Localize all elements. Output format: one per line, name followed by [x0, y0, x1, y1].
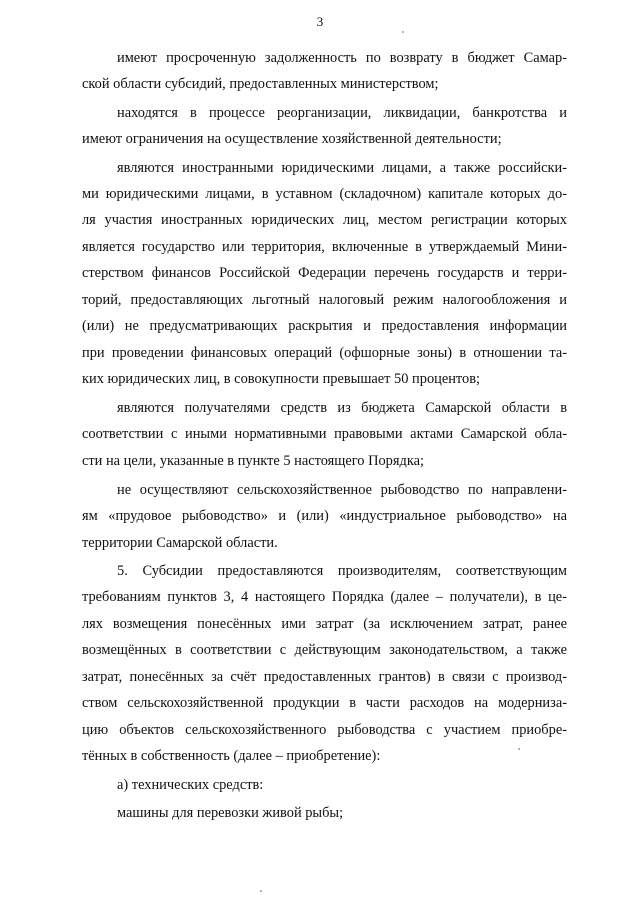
text-line: имеют ограничения на осуществление хозяйственной деятельности;: [82, 131, 502, 147]
text-line: не осуществляют сельскохозяйственное рыбоводство по направлени-: [117, 482, 567, 498]
text-line: находятся в процессе реорганизации, ликвидации, банкротства и: [117, 105, 567, 121]
text-line: цию объектов сельскохозяйственного рыбоводства с участием приобре-: [82, 722, 567, 738]
text-line: ля участия иностранных юридических лиц, местом регистрации которых: [82, 212, 567, 228]
text-line: 5. Субсидии предоставляются производителям, соответствующим: [117, 563, 567, 579]
text-line: имеют просроченную задолженность по возврату в бюджет Самар-: [117, 50, 567, 66]
text-line: а) технических средств:: [117, 777, 264, 793]
text-line: ми юридическими лицами, в уставном (складочном) капитале которых до-: [82, 186, 567, 202]
text-line: стерством финансов Российской Федерации перечень государств и терри-: [82, 265, 567, 281]
scan-speck: [260, 890, 262, 892]
text-line: являются получателями средств из бюджета Самарской области в: [117, 400, 567, 416]
text-line: возмещённых в соответствии с действующим законодательством, а также: [82, 642, 567, 658]
text-line: лях возмещения понесённых ими затрат (за исключением затрат, ранее: [82, 616, 567, 632]
text-line: при проведении финансовых операций (офшорные зоны) в отношении та-: [82, 345, 567, 361]
text-line: требованиям пунктов 3, 4 настоящего Порядка (далее – получатели), в це-: [82, 589, 567, 605]
text-line: затрат, понесённых за счёт предоставленных грантов) в связи с производ-: [82, 669, 567, 685]
text-line: являются иностранными юридическими лицами, а также российски-: [117, 160, 567, 176]
scan-speck: [402, 31, 404, 33]
text-line: территории Самарской области.: [82, 535, 278, 551]
text-line: является государство или территория, включенные в утверждаемый Мини-: [82, 239, 567, 255]
text-line: соответствии с иными нормативными правовыми актами Самарской обла-: [82, 426, 567, 442]
text-line: сти на цели, указанные в пункте 5 настоящего Порядка;: [82, 453, 424, 469]
text-line: ких юридических лиц, в совокупности превышает 50 процентов;: [82, 371, 481, 387]
text-line: тённых в собственность (далее – приобретение):: [82, 748, 381, 764]
text-line: машины для перевозки живой рыбы;: [117, 805, 344, 821]
text-line: торий, предоставляющих льготный налоговый режим налогообложения и: [82, 292, 567, 308]
text-line: ством сельскохозяйственной продукции в части расходов на модерниза-: [82, 695, 567, 711]
text-line: (или) не предусматривающих раскрытия и предоставления информации: [82, 318, 567, 334]
text-line: ской области субсидий, предоставленных министерством;: [82, 76, 439, 92]
page-number: 3: [316, 14, 324, 29]
scan-speck: [518, 748, 520, 750]
text-line: ям «прудовое рыбоводство» и (или) «индустриальное рыбоводство» на: [82, 508, 567, 524]
